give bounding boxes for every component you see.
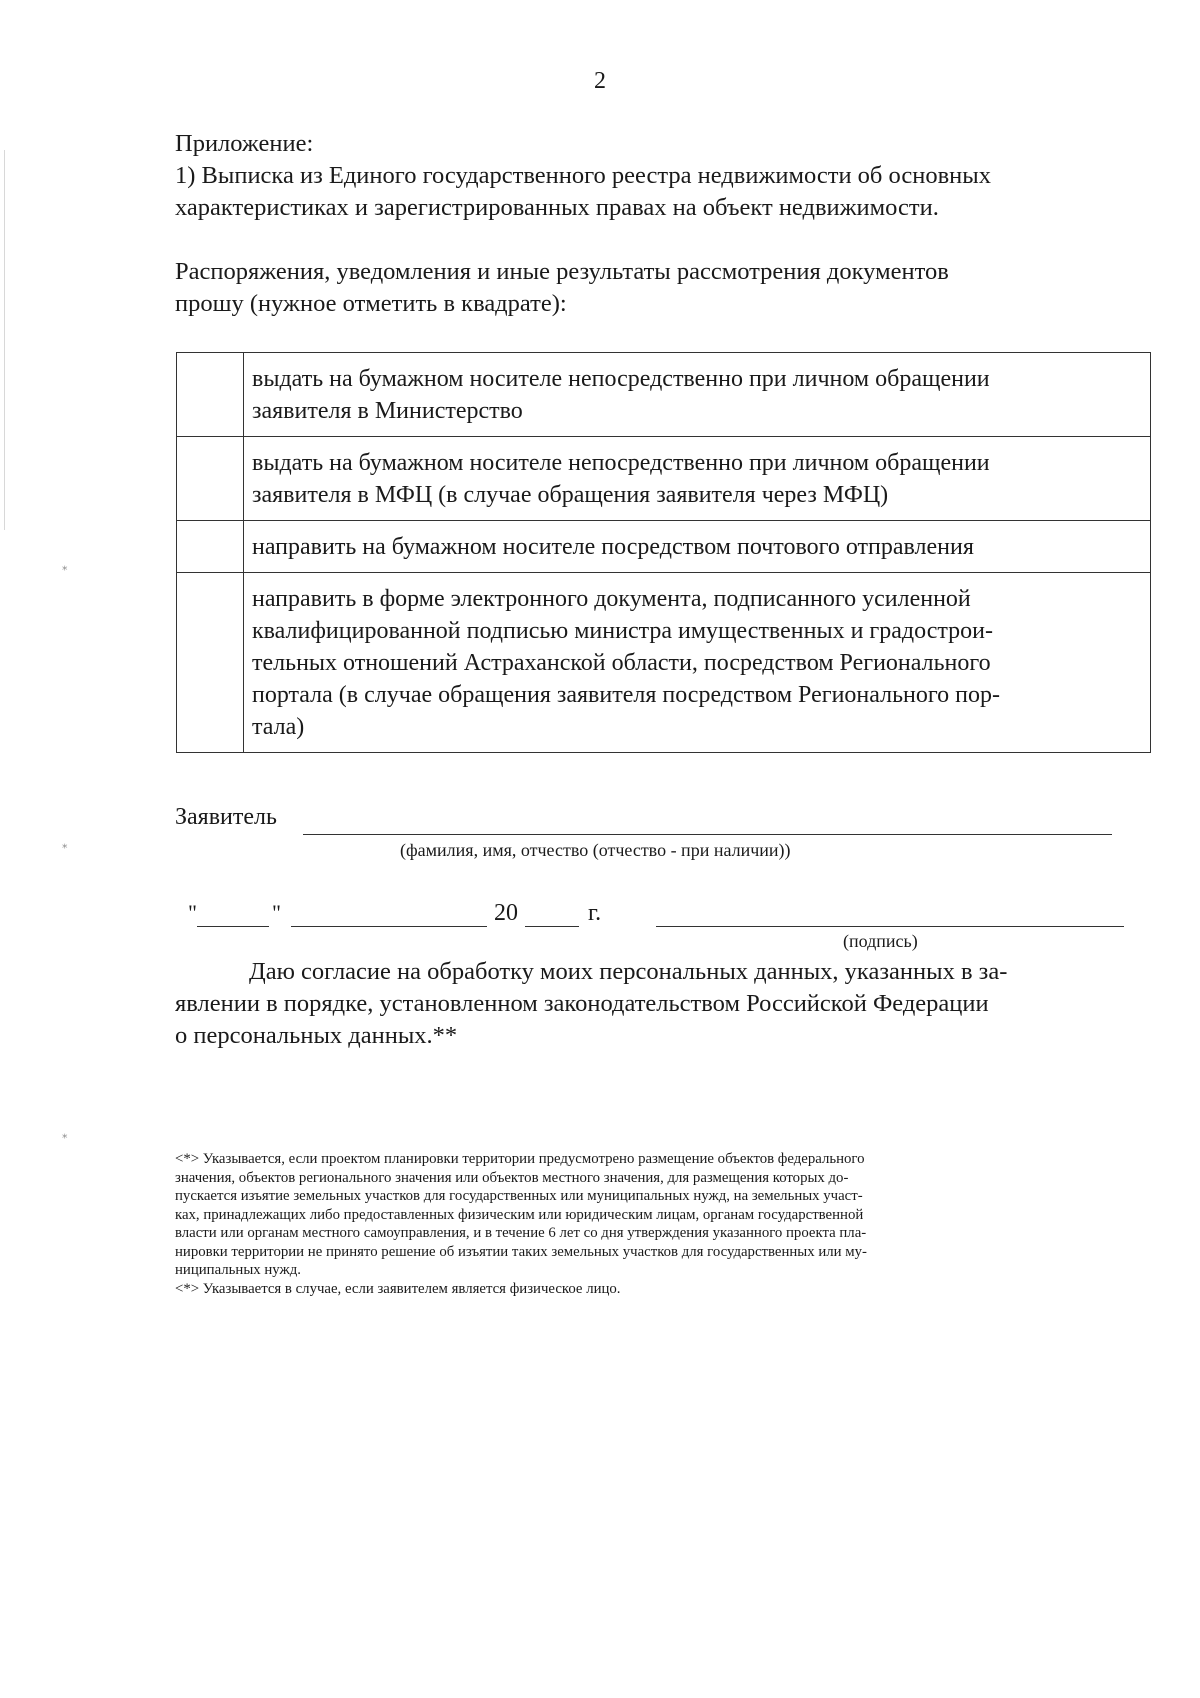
option-text [244, 353, 1151, 437]
option-checkbox-ministry[interactable] [177, 353, 244, 437]
option-line: направить в форме электронного документа, подписанного усиленной [252, 586, 971, 612]
date-day-field[interactable] [197, 926, 269, 927]
option-line: портала (в случае обращения заявителя посредством Регионального пор- [252, 682, 1000, 708]
consent-line: о персональных данных.** [175, 1022, 458, 1049]
date-quote-open: " [188, 900, 197, 925]
option-line: заявителя в МФЦ (в случае обращения заявителя через МФЦ) [252, 482, 889, 508]
option-checkbox-electronic[interactable] [177, 573, 244, 753]
option-line: тала) [252, 714, 305, 740]
footnote-line: пускается изъятие земельных участков для государственных или муниципальных нужд, на земельных участ- [175, 1188, 863, 1204]
results-intro-line: Распоряжения, уведомления и иные результаты рассмотрения документов [175, 258, 949, 285]
consent-line: Даю согласие на обработку моих персональных данных, указанных в за- [249, 958, 1008, 985]
option-line: квалифицированной подписью министра имущественных и градострои- [252, 618, 993, 644]
applicant-caption: (фамилия, имя, отчество (отчество - при наличии)) [400, 840, 791, 860]
option-line: выдать на бумажном носителе непосредственно при личном обращении [252, 366, 990, 392]
option-row [177, 353, 1151, 437]
scan-margin-rule [4, 150, 5, 530]
page-number: 2 [594, 68, 606, 94]
date-quote-close: " [272, 900, 281, 925]
year-suffix: г. [588, 900, 602, 926]
option-row [177, 437, 1151, 521]
option-row [177, 521, 1151, 573]
signature-caption: (подпись) [843, 931, 918, 951]
year-prefix: 20 [494, 900, 518, 926]
option-text [244, 521, 1151, 573]
footnote-line: <*> Указывается, если проектом планировки территории предусмотрено размещение объектов федерального [175, 1151, 865, 1167]
footnote-second: <*> Указывается в случае, если заявителем является физическое лицо. [175, 1280, 621, 1297]
date-month-field[interactable] [291, 926, 487, 927]
consent-paragraph [175, 956, 1135, 1052]
footnote-line: ниципальных нужд. [175, 1262, 301, 1278]
option-row [177, 573, 1151, 753]
consent-line: явлении в порядке, установленном законодательством Российской Федерации [175, 990, 989, 1017]
footnote-line: нировки территории не принято решение об изъятии таких земельных участков для государственных или му- [175, 1243, 867, 1260]
option-text [244, 437, 1151, 521]
option-checkbox-post[interactable] [177, 521, 244, 573]
delivery-options-table [176, 352, 1151, 753]
applicant-label: Заявитель [175, 804, 277, 830]
signature-field[interactable] [656, 926, 1124, 927]
scan-artifact: ⁎ [62, 838, 68, 851]
option-line: заявителя в Министерство [252, 398, 523, 424]
option-line: направить на бумажном носителе посредством почтового отправления [252, 534, 974, 560]
scan-artifact: ⁎ [62, 560, 68, 573]
appendix-heading: Приложение: [175, 130, 314, 157]
footnotes [175, 1150, 1135, 1298]
date-year-field[interactable] [525, 926, 579, 927]
appendix-line: 1) Выписка из Единого государственного реестра недвижимости об основных [175, 162, 992, 189]
footnote-line: ках, принадлежащих либо предоставленных физическим или юридическим лицам, органам государственной [175, 1206, 864, 1223]
option-line: выдать на бумажном носителе непосредственно при личном обращении [252, 450, 990, 476]
appendix-section [175, 128, 1135, 224]
option-checkbox-mfc[interactable] [177, 437, 244, 521]
applicant-name-field[interactable] [303, 834, 1112, 835]
results-intro [175, 256, 1135, 320]
appendix-line: характеристиках и зарегистрированных правах на объект недвижимости. [175, 194, 939, 221]
footnote-line: значения, объектов регионального значения или объектов местного значения, для размещения которых до- [175, 1169, 849, 1186]
option-text [244, 573, 1151, 753]
footnote-line: власти или органам местного самоуправления, и в течение 6 лет со дня утверждения указанного проекта пла- [175, 1225, 867, 1241]
results-intro-line: прошу (нужное отметить в квадрате): [175, 290, 567, 317]
scan-artifact: ⁎ [62, 1128, 68, 1141]
option-line: тельных отношений Астраханской области, посредством Регионального [252, 650, 991, 676]
